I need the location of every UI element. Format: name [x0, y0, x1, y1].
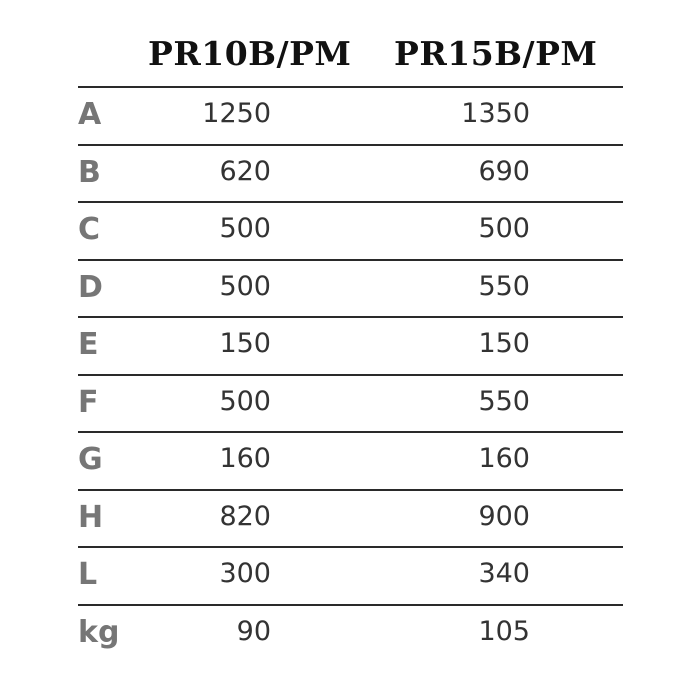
table-row-l — [78, 546, 623, 604]
column-header-pr15b-pm: PR15B/PM — [394, 34, 598, 73]
row-label: C — [78, 212, 101, 247]
cell-pr10b-pm: 150 — [219, 328, 271, 359]
table-row-b — [78, 144, 623, 202]
cell-pr15b-pm: 150 — [478, 328, 530, 359]
cell-pr10b-pm: 620 — [219, 155, 271, 187]
cell-pr10b-pm: 300 — [219, 558, 271, 589]
spec-table — [78, 28, 623, 661]
row-label: F — [78, 384, 99, 420]
cell-pr10b-pm: 90 — [236, 615, 271, 647]
cell-pr15b-pm: 550 — [478, 270, 530, 302]
row-label: H — [78, 499, 104, 535]
cell-pr10b-pm: 500 — [219, 213, 271, 244]
cell-pr10b-pm: 1250 — [202, 98, 271, 129]
row-label: B — [78, 154, 101, 190]
row-label: D — [78, 269, 103, 305]
row-label: G — [78, 442, 103, 477]
cell-pr15b-pm: 340 — [478, 558, 530, 589]
row-label: kg — [78, 614, 120, 650]
cell-pr10b-pm: 160 — [219, 443, 271, 474]
table-header-row — [78, 28, 623, 86]
cell-pr15b-pm: 690 — [478, 155, 530, 187]
table-row-e — [78, 316, 623, 374]
row-label: L — [78, 557, 98, 592]
table-row-f — [78, 374, 623, 432]
cell-pr15b-pm: 550 — [478, 385, 530, 417]
table-row-h — [78, 489, 623, 547]
row-label: A — [78, 97, 102, 132]
cell-pr10b-pm: 500 — [219, 270, 271, 302]
cell-pr10b-pm: 820 — [219, 500, 271, 532]
column-header-pr10b-pm: PR10B/PM — [148, 34, 352, 73]
cell-pr15b-pm: 500 — [478, 213, 530, 244]
cell-pr15b-pm: 160 — [478, 443, 530, 474]
cell-pr15b-pm: 1350 — [461, 98, 530, 129]
row-label: E — [78, 327, 99, 362]
table-row-a — [78, 86, 623, 144]
cell-pr15b-pm: 900 — [478, 500, 530, 532]
table-row-c — [78, 201, 623, 259]
cell-pr15b-pm: 105 — [478, 615, 530, 647]
table-row-d — [78, 259, 623, 317]
cell-pr10b-pm: 500 — [219, 385, 271, 417]
table-row-kg — [78, 604, 623, 662]
table-row-g — [78, 431, 623, 489]
